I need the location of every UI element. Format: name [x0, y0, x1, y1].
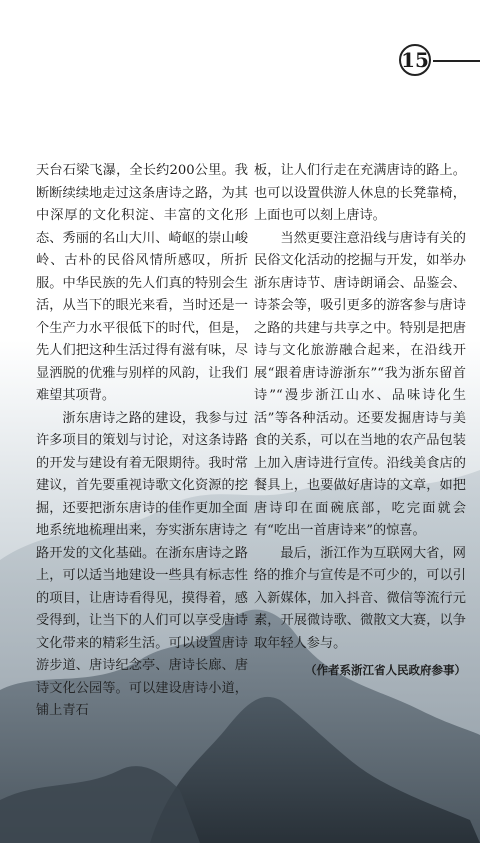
- author-note: （作者系浙江省人民政府参事）: [305, 663, 466, 677]
- right-column: [254, 160, 466, 682]
- left-column: [36, 160, 248, 723]
- paragraph: 浙东唐诗之路的建设，我参与过许多项目的策划与讨论，对这条诗路的开发与建设有着无限期待。我时常建议，首先要重视诗歌文化资源的挖掘，还要把浙东唐诗的佳作更加全面地系统地梳理出来，夯实浙东唐诗之路开发的文化基础。在浙东唐诗之路上，可以适当地建设一些具有标志性的项目，让唐诗看得见，摸得着，感受得到，让当下的人们可以享受唐诗文化带来的精彩生活。可以设置唐诗游步道、唐诗纪念亭、唐诗长廊、唐诗文化公园等。可以建设唐诗小道，铺上青石: [36, 410, 248, 718]
- paragraph: 天台石梁飞瀑，全长约200公里。我断断续续地走过这条唐诗之路，为其中深厚的文化积淀、丰富的文化形态、秀丽的名山大川、崎岖的崇山峻岭、古朴的民俗风情所感叹，所折服。中华民族的先人们真的特别会生活，从当下的眼光来看，当时还是一个生产力水平很低下的时代，但是，先人们把这种生活过得有滋有味，尽显洒脱的优雅与别样的风韵，让我们难望其项背。: [36, 163, 248, 403]
- page-number: 15: [399, 44, 431, 76]
- paragraph: 当然更要注意沿线与唐诗有关的民俗文化活动的挖掘与开发，如举办浙东唐诗节、唐诗朗诵会、品鉴会、诗茶会等，吸引更多的游客参与唐诗之路的共建与共享之中。特别是把唐诗与文化旅游融合起来，在沿线开展“跟着唐诗游浙东”“我为浙东留首诗”“漫步浙江山水、品味诗化生活”等各种活动。还要发掘唐诗与美食的关系，可以在当地的农产品包装上加入唐诗进行宣传。沿线美食店的餐具上，也要做好唐诗的文章，如把唐诗印在面碗底部，吃完面就会有“吃出一首唐诗来”的惊喜。: [254, 230, 466, 538]
- header-rule: [433, 60, 480, 62]
- paragraph: 最后，浙江作为互联网大省，网络的推介与宣传是不可少的，可以引入新媒体，加入抖音、微信等流行元素，开展微诗歌、微散文大赛，以争取年轻人参与。: [254, 545, 466, 651]
- paragraph: 板，让人们行走在充满唐诗的路上。也可以设置供游人休息的长凳靠椅，上面也可以刻上唐诗。: [254, 163, 466, 223]
